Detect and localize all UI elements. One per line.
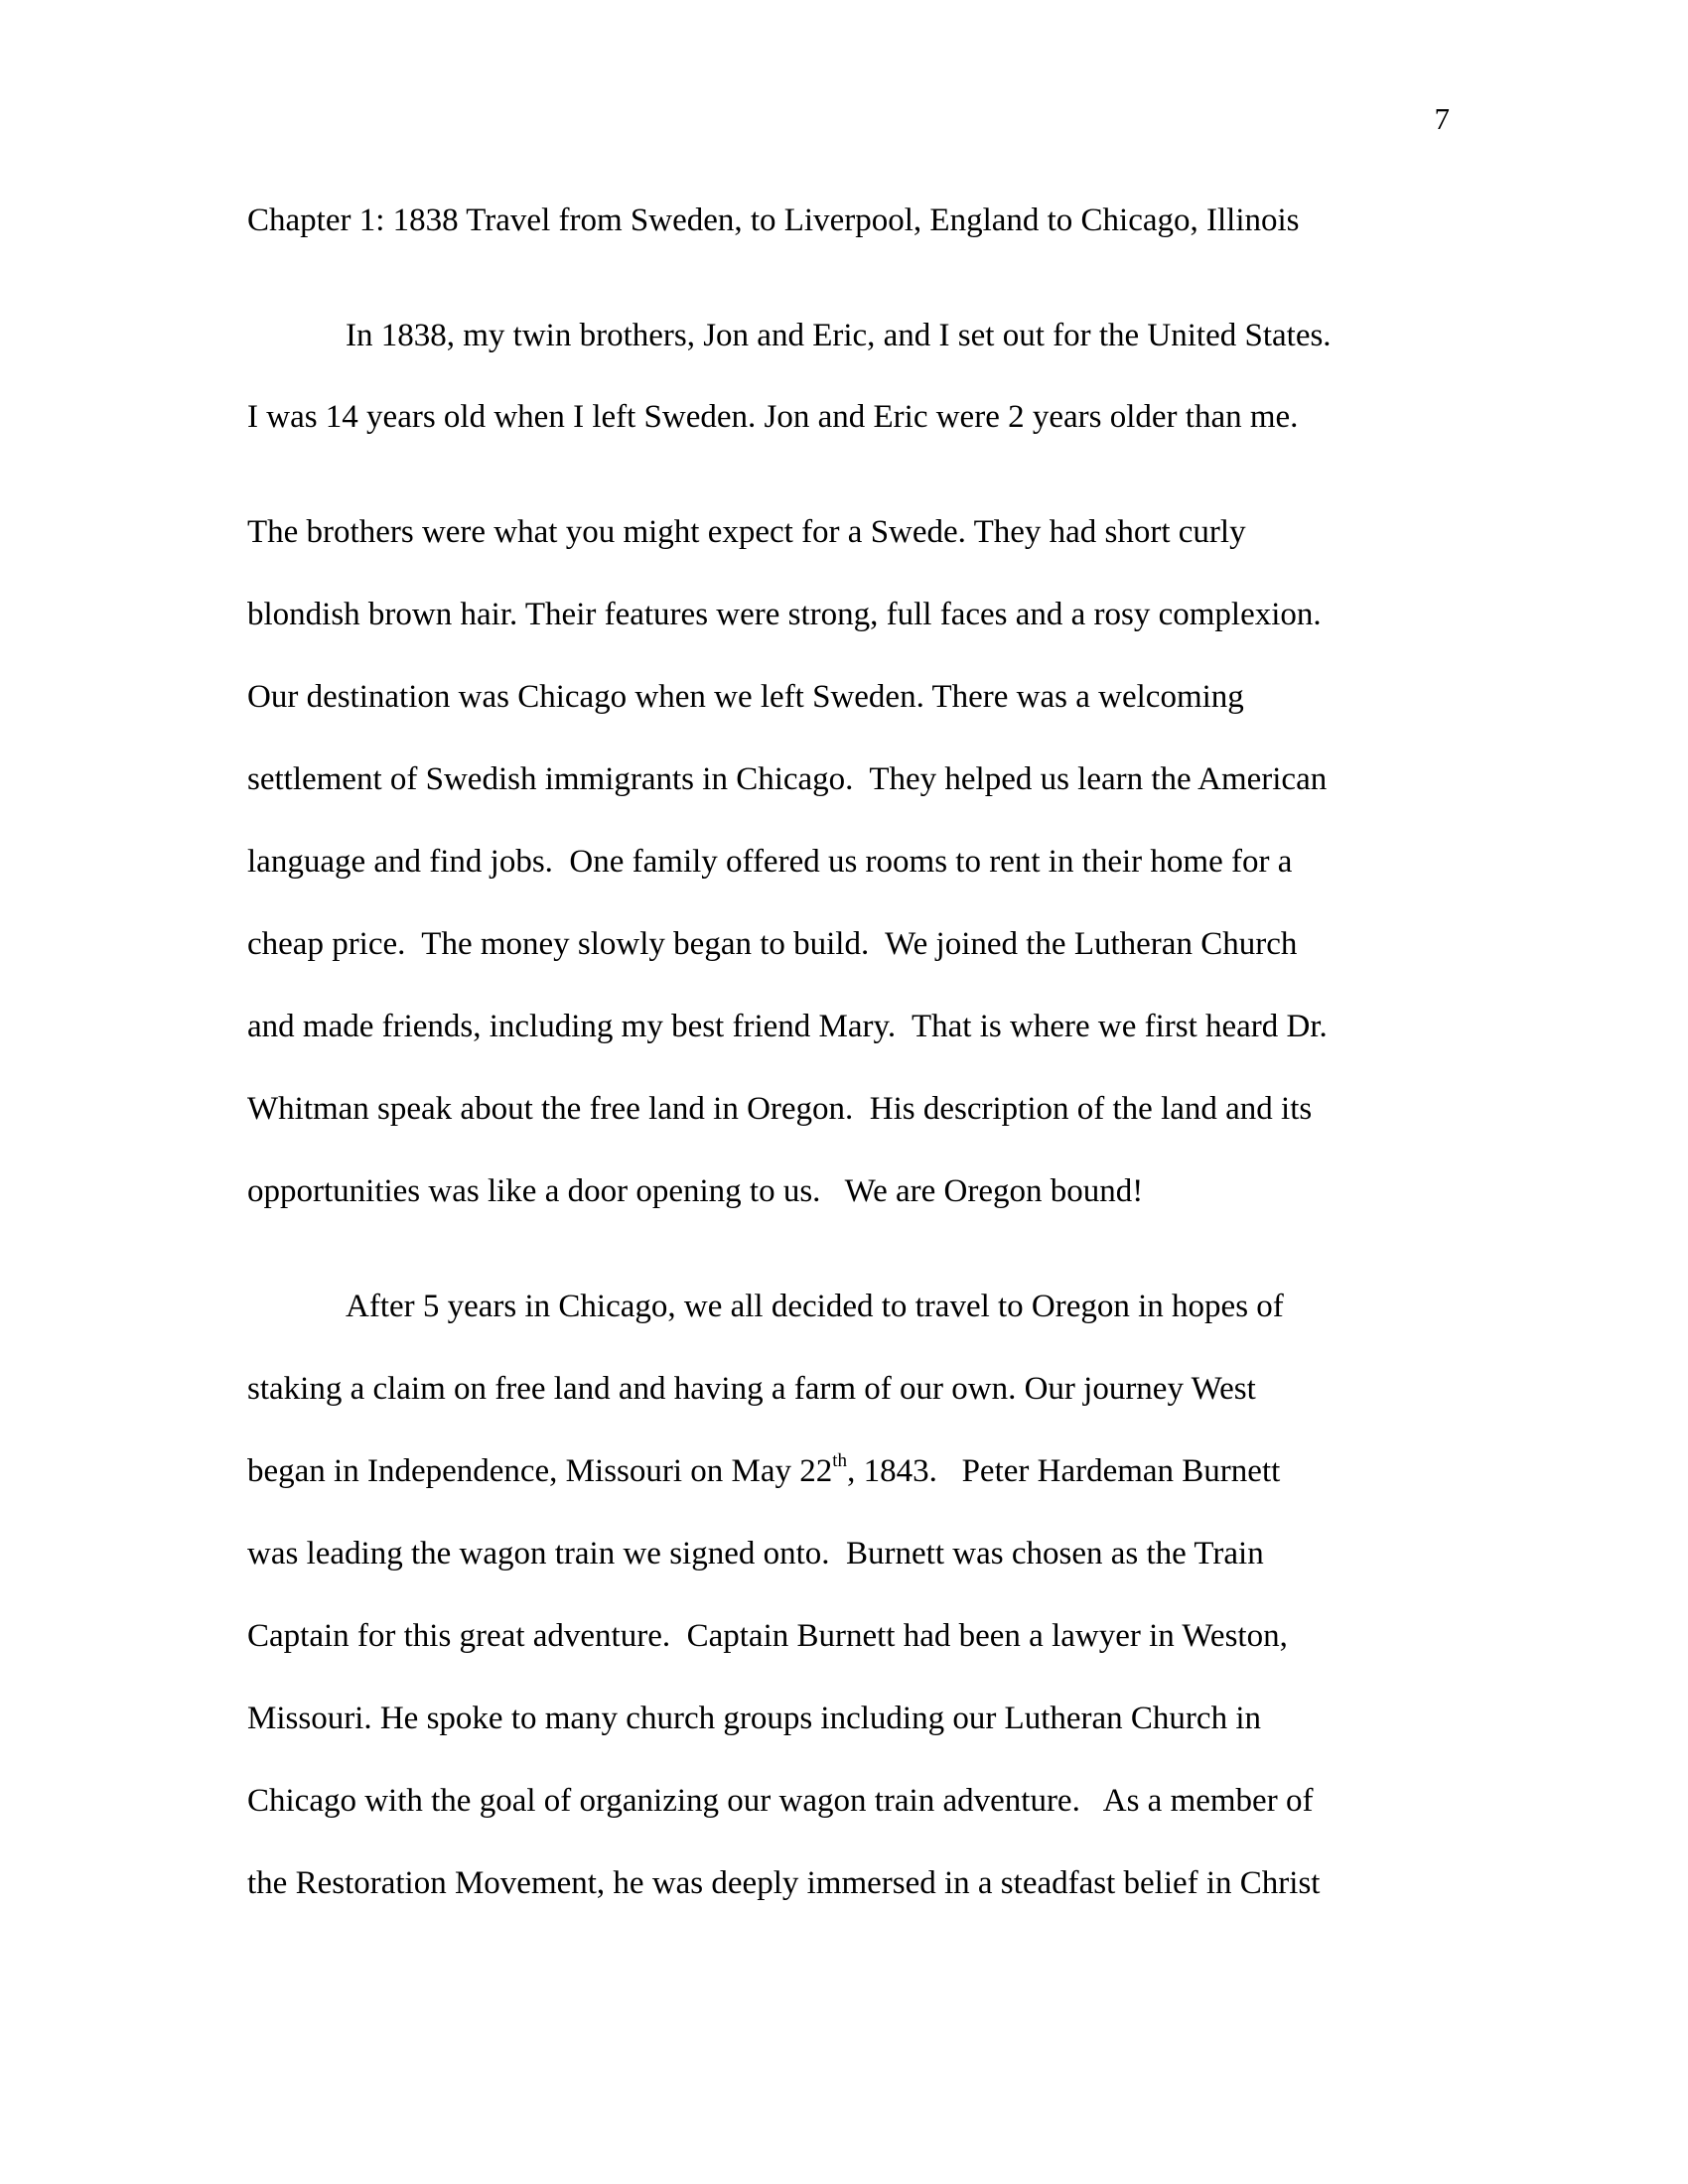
paragraph-3-line: staking a claim on free land and having a farm of our own. Our journey West xyxy=(247,1371,1256,1407)
paragraph-2-line: Our destination was Chicago when we left Sweden. There was a welcoming xyxy=(247,679,1244,715)
paragraph-2-line: and made friends, including my best friend Mary. That is where we first heard Dr. xyxy=(247,1009,1328,1044)
paragraph-3-line: was leading the wagon train we signed onto. Burnett was chosen as the Train xyxy=(247,1536,1264,1571)
paragraph-2-line: Whitman speak about the free land in Oregon. His description of the land and its xyxy=(247,1091,1313,1127)
paragraph-2-line: opportunities was like a door opening to us. We are Oregon bound! xyxy=(247,1173,1144,1209)
paragraph-3-line: Chicago with the goal of organizing our wagon train adventure. As a member of xyxy=(247,1783,1314,1819)
paragraph-2-line: cheap price. The money slowly began to build. We joined the Lutheran Church xyxy=(247,926,1298,962)
paragraph-1-line: I was 14 years old when I left Sweden. Jon and Eric were 2 years older than me. xyxy=(247,399,1299,435)
paragraph-3-line xyxy=(247,1451,1280,1491)
paragraph-2-line: language and find jobs. One family offered us rooms to rent in their home for a xyxy=(247,844,1293,880)
paragraph-3-line: Missouri. He spoke to many church groups including our Lutheran Church in xyxy=(247,1701,1261,1736)
paragraph-3-line: After 5 years in Chicago, we all decided to travel to Oregon in hopes of xyxy=(346,1289,1284,1324)
paragraph-2-line: blondish brown hair. Their features were strong, full faces and a rosy complexion. xyxy=(247,597,1322,632)
date-text: began in Independence, Missouri on May 22 xyxy=(247,1453,833,1489)
paragraph-3-line: Captain for this great adventure. Captain Burnett had been a lawyer in Weston, xyxy=(247,1618,1288,1654)
ordinal-superscript: th xyxy=(832,1450,848,1471)
date-text-continued: , 1843. Peter Hardeman Burnett xyxy=(847,1453,1281,1489)
page-number: 7 xyxy=(1434,101,1450,136)
chapter-heading: Chapter 1: 1838 Travel from Sweden, to Liverpool, England to Chicago, Illinois xyxy=(247,203,1300,238)
paragraph-1-line: In 1838, my twin brothers, Jon and Eric, and I set out for the United States. xyxy=(346,318,1332,353)
paragraph-3-line: the Restoration Movement, he was deeply immersed in a steadfast belief in Christ xyxy=(247,1865,1321,1901)
paragraph-2-line: settlement of Swedish immigrants in Chicago. They helped us learn the American xyxy=(247,761,1328,797)
paragraph-2-line: The brothers were what you might expect for a Swede. They had short curly xyxy=(247,514,1246,550)
